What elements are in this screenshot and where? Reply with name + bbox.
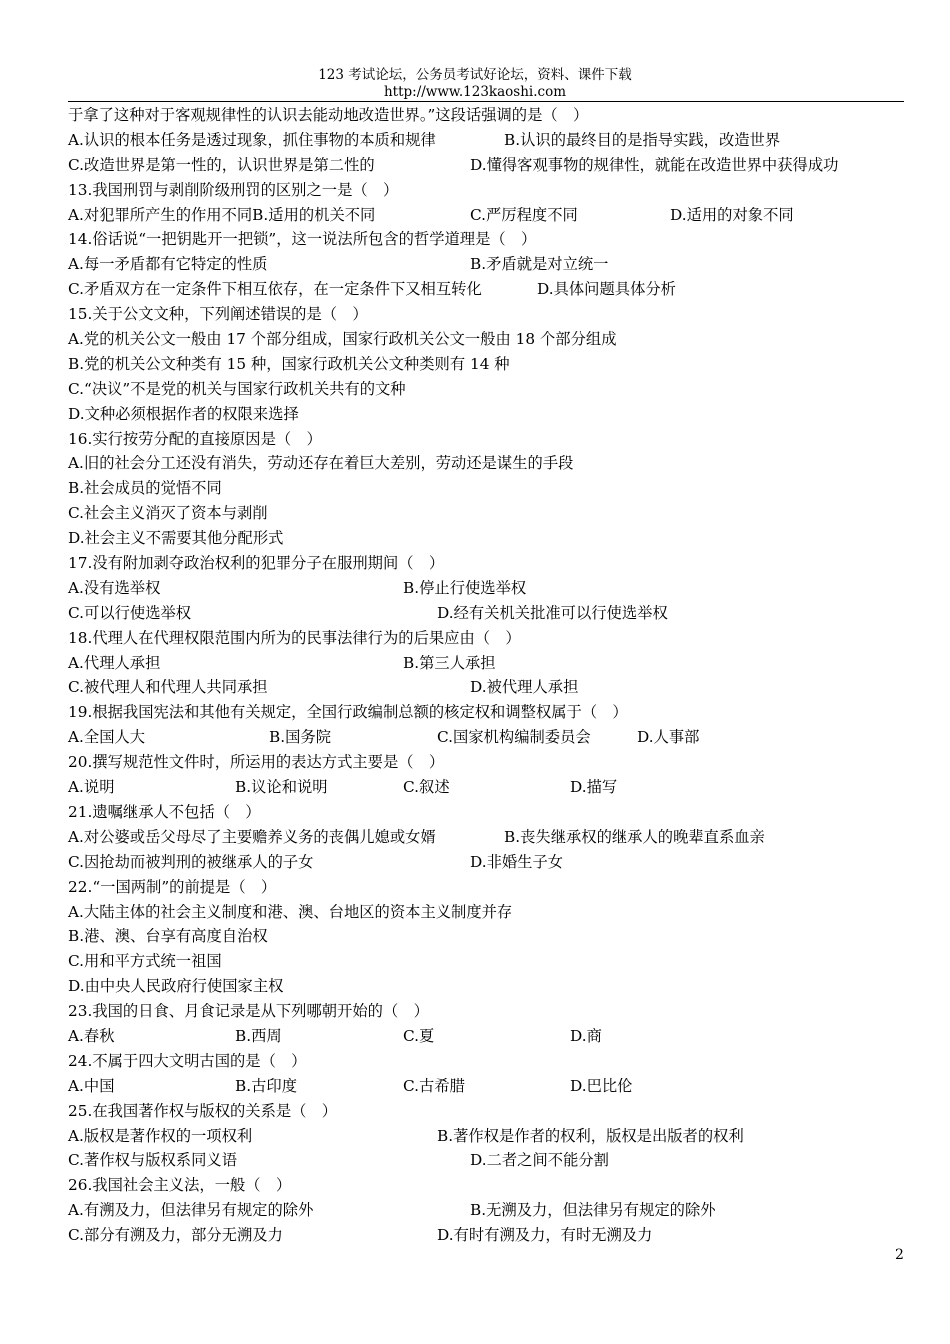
option-c: C.改造世界是第一性的，认识世界是第二性的 — [68, 155, 375, 174]
option-b: B.无溯及力，但法律另有规定的除外 — [470, 1201, 716, 1220]
question-12-continuation: 于拿了这种对于客观规律性的认识去能动地改造世界。”这段话强调的是（ ） — [68, 106, 589, 124]
option-c: C.叙述 — [403, 778, 450, 797]
option-a: A.全国人大 — [68, 728, 146, 747]
option-row — [68, 775, 908, 800]
option-b: B.党的机关公文种类有 15 种，国家行政机关公文种类则有 14 种 — [68, 354, 510, 373]
option-c: C.因抢劫而被判刑的被继承人的子女 — [68, 852, 314, 871]
option-d: D.被代理人承担 — [470, 678, 579, 697]
option-a: A.认识的根本任务是透过现象，抓住事物的本质和规律 — [68, 130, 436, 149]
option-row — [68, 252, 908, 277]
option-d: D.非婚生子女 — [470, 852, 564, 871]
option-d: D.商 — [570, 1026, 602, 1045]
option-c: C.国家机构编制委员会 — [437, 728, 591, 747]
page-header — [0, 67, 950, 101]
option-b: B.西周 — [235, 1026, 282, 1045]
option-b: B.认识的最终目的是指导实践，改造世界 — [504, 130, 781, 149]
option-row — [68, 651, 908, 676]
header-url: http://www.123kaoshi.com — [383, 84, 567, 100]
option-row — [68, 277, 908, 302]
option-c: C.“决议”不是党的机关与国家行政机关共有的文种 — [68, 379, 406, 398]
option-c: C.用和平方式统一祖国 — [68, 952, 222, 971]
option-d: D.具体问题具体分析 — [537, 280, 676, 299]
option-b: B.停止行使选举权 — [403, 578, 527, 597]
question-22: 22.“一国两制”的前提是（ ） — [68, 877, 277, 896]
option-b: B.国务院 — [269, 728, 331, 747]
header-title: 123 考试论坛，公务员考试好论坛，资料、课件下载 — [318, 67, 632, 83]
page-number: 2 — [895, 1247, 904, 1263]
option-a: A.对公婆或岳父母尽了主要赡养义务的丧偶儿媳或女婿 — [68, 827, 436, 846]
option-c: C.著作权与版权系同义语 — [68, 1151, 237, 1170]
option-c: C.古希腊 — [403, 1076, 465, 1095]
option-row — [68, 725, 908, 750]
option-a: A.党的机关公文一般由 17 个部分组成，国家行政机关公文一般由 18 个部分组成 — [68, 330, 617, 349]
option-d: D.巴比伦 — [570, 1076, 633, 1095]
option-b: B.社会成员的觉悟不同 — [68, 479, 222, 498]
option-d: D.有时有溯及力，有时无溯及力 — [437, 1226, 653, 1245]
question-24: 24.不属于四大文明古国的是（ ） — [68, 1051, 307, 1070]
option-row — [68, 825, 908, 850]
option-row — [68, 1124, 908, 1149]
option-d: D.经有关机关批准可以行使选举权 — [437, 603, 668, 622]
option-b: B.古印度 — [235, 1076, 297, 1095]
option-row — [68, 1024, 908, 1049]
option-row — [68, 675, 908, 700]
option-a: A.代理人承担 — [68, 653, 161, 672]
option-b: B.矛盾就是对立统一 — [470, 255, 609, 274]
option-a: A.中国 — [68, 1076, 115, 1095]
option-c: C.部分有溯及力，部分无溯及力 — [68, 1226, 283, 1245]
option-a: A.春秋 — [68, 1026, 115, 1045]
option-b: B.丧失继承权的继承人的晚辈直系血亲 — [504, 827, 765, 846]
option-row — [68, 576, 908, 601]
option-d: D.懂得客观事物的规律性，就能在改造世界中获得成功 — [470, 155, 839, 174]
option-b: B.第三人承担 — [403, 653, 496, 672]
question-20: 20.撰写规范性文件时，所运用的表达方式主要是（ ） — [68, 753, 445, 772]
option-a: A.没有选举权 — [68, 578, 161, 597]
option-d: D.社会主义不需要其他分配形式 — [68, 529, 284, 548]
option-d: D.适用的对象不同 — [670, 205, 794, 224]
option-d: D.人事部 — [637, 728, 700, 747]
question-19: 19.根据我国宪法和其他有关规定，全国行政编制总额的核定权和调整权属于（ ） — [68, 703, 628, 722]
option-c: C.严厉程度不同 — [470, 205, 578, 224]
option-c: C.夏 — [403, 1026, 435, 1045]
option-b: B.议论和说明 — [235, 778, 328, 797]
option-c: C.被代理人和代理人共同承担 — [68, 678, 268, 697]
option-a: A.旧的社会分工还没有消失，劳动还存在着巨大差别，劳动还是谋生的手段 — [68, 454, 574, 473]
question-18: 18.代理人在代理权限范围内所为的民事法律行为的后果应由（ ） — [68, 628, 521, 647]
question-17: 17.没有附加剥夺政治权利的犯罪分子在服刑期间（ ） — [68, 554, 445, 573]
option-row — [68, 203, 908, 228]
option-row — [68, 153, 908, 178]
question-15: 15.关于公文文种，下列阐述错误的是（ ） — [68, 305, 368, 324]
option-c: C.社会主义消灭了资本与剥削 — [68, 504, 268, 523]
option-d: D.二者之间不能分割 — [470, 1151, 609, 1170]
question-23: 23.我国的日食、月食记录是从下列哪朝开始的（ ） — [68, 1002, 429, 1021]
question-26: 26.我国社会主义法，一般（ ） — [68, 1176, 292, 1195]
header-rule — [68, 101, 904, 102]
question-list — [68, 103, 908, 1248]
question-13: 13.我国刑罚与剥削阶级刑罚的区别之一是（ ） — [68, 180, 399, 199]
option-d: D.描写 — [570, 778, 618, 797]
option-a: A.有溯及力，但法律另有规定的除外 — [68, 1201, 314, 1220]
option-row — [68, 1198, 908, 1223]
question-21: 21.遗嘱继承人不包括（ ） — [68, 802, 261, 821]
question-16: 16.实行按劳分配的直接原因是（ ） — [68, 429, 322, 448]
option-b: B.港、澳、台享有高度自治权 — [68, 927, 268, 946]
option-a: A.说明 — [68, 778, 115, 797]
option-a-b: A.对犯罪所产生的作用不同B.适用的机关不同 — [68, 205, 376, 224]
option-row — [68, 1074, 908, 1099]
option-a: A.每一矛盾都有它特定的性质 — [68, 255, 268, 274]
option-row — [68, 128, 908, 153]
option-d: D.文种必须根据作者的权限来选择 — [68, 404, 299, 423]
option-row — [68, 850, 908, 875]
option-b: B.著作权是作者的权利，版权是出版者的权利 — [437, 1126, 744, 1145]
question-25: 25.在我国著作权与版权的关系是（ ） — [68, 1101, 338, 1120]
option-c: C.矛盾双方在一定条件下相互依存，在一定条件下又相互转化 — [68, 280, 482, 299]
option-a: A.大陆主体的社会主义制度和港、澳、台地区的资本主义制度并存 — [68, 902, 513, 921]
option-d: D.由中央人民政府行使国家主权 — [68, 977, 284, 996]
option-row — [68, 601, 908, 626]
question-14: 14.俗话说“一把钥匙开一把锁”，这一说法所包含的哲学道理是（ ） — [68, 230, 537, 249]
option-row — [68, 1223, 908, 1248]
option-a: A.版权是著作权的一项权利 — [68, 1126, 253, 1145]
option-c: C.可以行使选举权 — [68, 603, 192, 622]
option-row — [68, 1148, 908, 1173]
